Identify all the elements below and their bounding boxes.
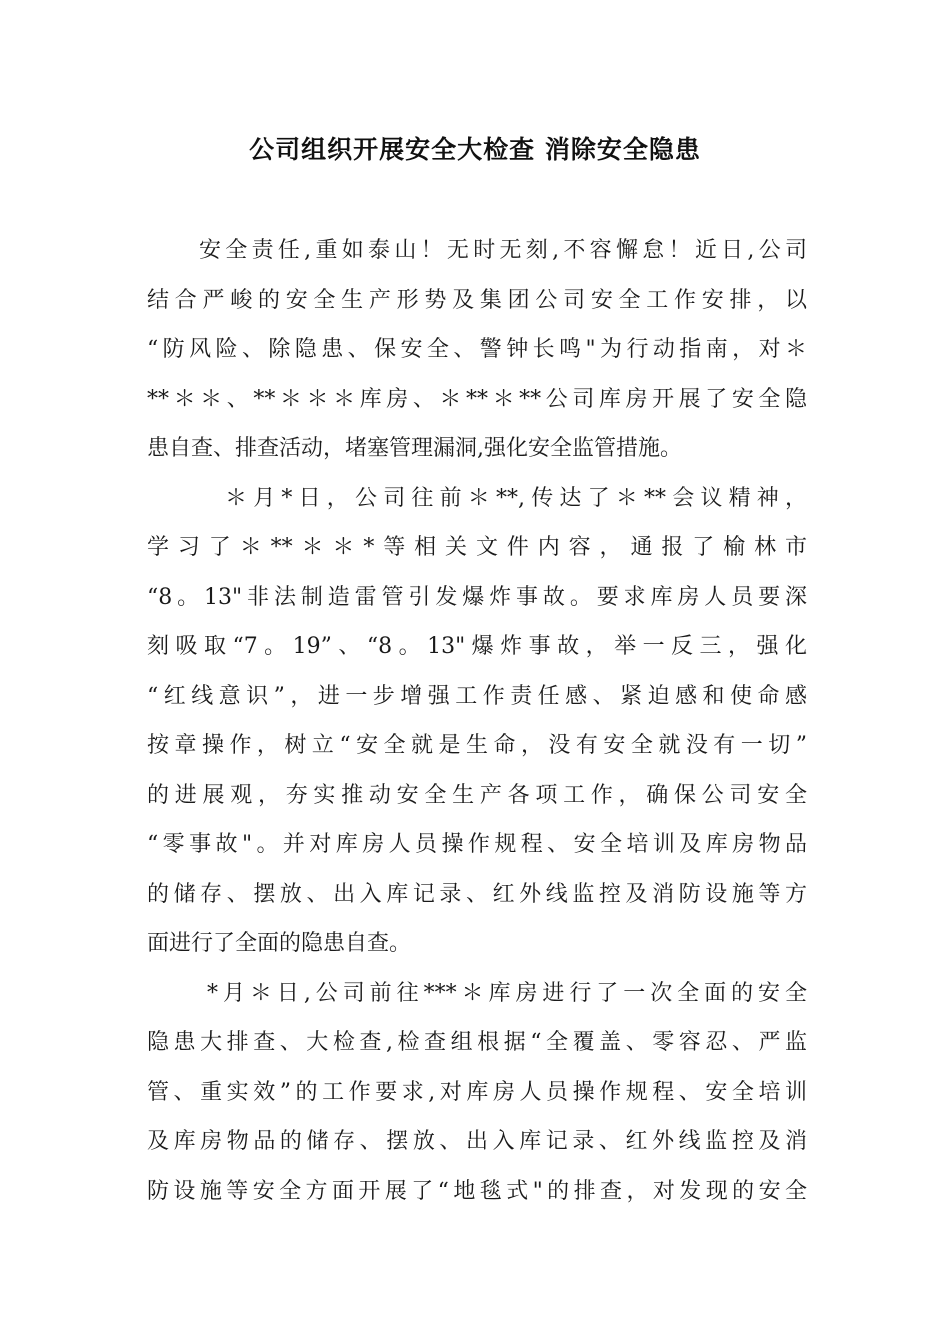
text-line: 的进展观，夯实推动安全生产各项工作，确保公司安全 <box>147 782 807 808</box>
text-line: ＊月*日，公司往前＊**,传达了＊**会议精神， <box>225 485 807 511</box>
text-line: 防设施等安全方面开展了“地毯式"的排查，对发现的安全 <box>147 1178 807 1204</box>
text-line: “防风险、除隐患、保安全、警钟长鸣"为行动指南，对＊ <box>147 337 807 362</box>
text-line: “8。13"非法制造雷管引发爆炸事故。要求库房人员要深 <box>147 584 807 610</box>
text-line: 管、重实效”的工作要求,对库房人员操作规程、安全培训 <box>147 1079 807 1105</box>
text-line: 结合严峻的安全生产形势及集团公司安全工作安排，以 <box>147 287 807 313</box>
document-title: 公司组织开展安全大检查 消除安全隐患 <box>249 135 701 164</box>
text-line: “红线意识”，进一步增强工作责任感、紧迫感和使命感 <box>147 683 807 709</box>
text-line: “零事故"。并对库房人员操作规程、安全培训及库房物品 <box>147 832 807 857</box>
text-line: *月＊日,公司前往***＊库房进行了一次全面的安全 <box>207 980 807 1006</box>
text-line: 面进行了全面的隐患自查。 <box>147 931 412 956</box>
text-line: 患自查、排查活动，堵塞管理漏洞,强化安全监管措施。 <box>147 436 682 461</box>
text-line: 及库房物品的储存、摆放、出入库记录、红外线监控及消 <box>147 1129 807 1154</box>
text-line: **＊＊、**＊＊＊库房、＊**＊**公司库房开展了安全隐 <box>147 386 807 412</box>
text-line: 按章操作，树立“安全就是生命，没有安全就没有一切” <box>147 733 807 758</box>
text-line: 隐患大排查、大检查,检查组根据“全覆盖、零容忍、严监 <box>147 1030 807 1055</box>
text-line: 安全责任,重如泰山！无时无刻,不容懈怠！近日,公司 <box>199 238 807 263</box>
document-body <box>147 226 807 1216</box>
text-line: 的储存、摆放、出入库记录、红外线监控及消防设施等方 <box>147 881 807 907</box>
text-line: 刻吸取“7。19”、“8。13"爆炸事故，举一反三，强化 <box>147 634 807 659</box>
text-line: 学习了＊**＊＊*等相关文件内容，通报了榆林市 <box>147 535 807 560</box>
